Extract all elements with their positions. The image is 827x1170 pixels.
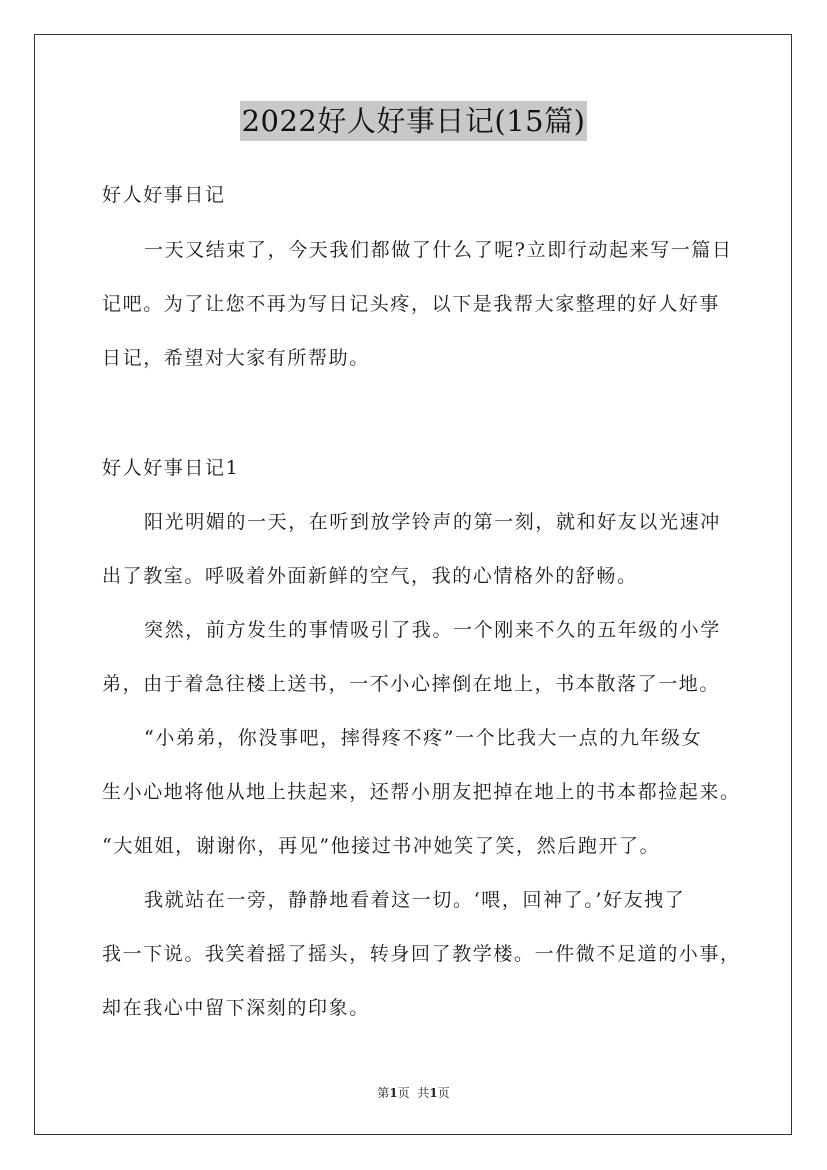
entry-heading: 好人好事日记1 [102,457,240,479]
entry-line-3: 突然，前方发生的事情吸引了我。一个刚来不久的五年级的小学 [144,619,721,641]
intro-line-2: 记吧。为了让您不再为写日记头疼，以下是我帮大家整理的好人好事 [102,293,721,315]
entry-line-1: 阳光明媚的一天，在听到放学铃声的第一刻，就和好友以光速冲 [144,511,721,533]
footer-page-total: 1 [429,1086,438,1100]
entry-line-2: 出了教室。呼吸着外面新鲜的空气，我的心情格外的舒畅。 [102,565,638,587]
page-footer [0,1084,827,1101]
entry-line-6: 生小心地将他从地上扶起来，还帮小朋友把掉在地上的书本都捡起来。 [102,781,741,803]
entry-line-10: 却在我心中留下深刻的印象。 [102,997,370,1019]
footer-page-mid: 页 共 [397,1086,430,1100]
footer-page-number: 1 [389,1086,398,1100]
document-title: 2022好人好事日记(15篇) [240,101,588,141]
intro-line-3: 日记，希望对大家有所帮助。 [102,347,370,369]
entry-line-9: 我一下说。我笑着摇了摇头，转身回了教学楼。一件微不足道的小事， [102,943,741,965]
entry-line-7: “大姐姐，谢谢你，再见”他接过书冲她笑了笑，然后跑开了。 [102,835,661,857]
intro-heading: 好人好事日记 [102,184,226,206]
entry-line-5: “小弟弟，你没事吧，摔得疼不疼”一个比我大一点的九年级女 [144,727,703,749]
footer-page-suffix: 页 [437,1086,450,1100]
footer-page-prefix: 第 [377,1086,390,1100]
entry-line-8: 我就站在一旁，静静地看着这一切。‘喂，回神了。’好友拽了 [144,889,686,911]
intro-line-1: 一天又结束了，今天我们都做了什么了呢?立即行动起来写一篇日 [144,239,733,261]
entry-line-4: 弟，由于着急往楼上送书，一不小心摔倒在地上，书本散落了一地。 [102,673,721,695]
